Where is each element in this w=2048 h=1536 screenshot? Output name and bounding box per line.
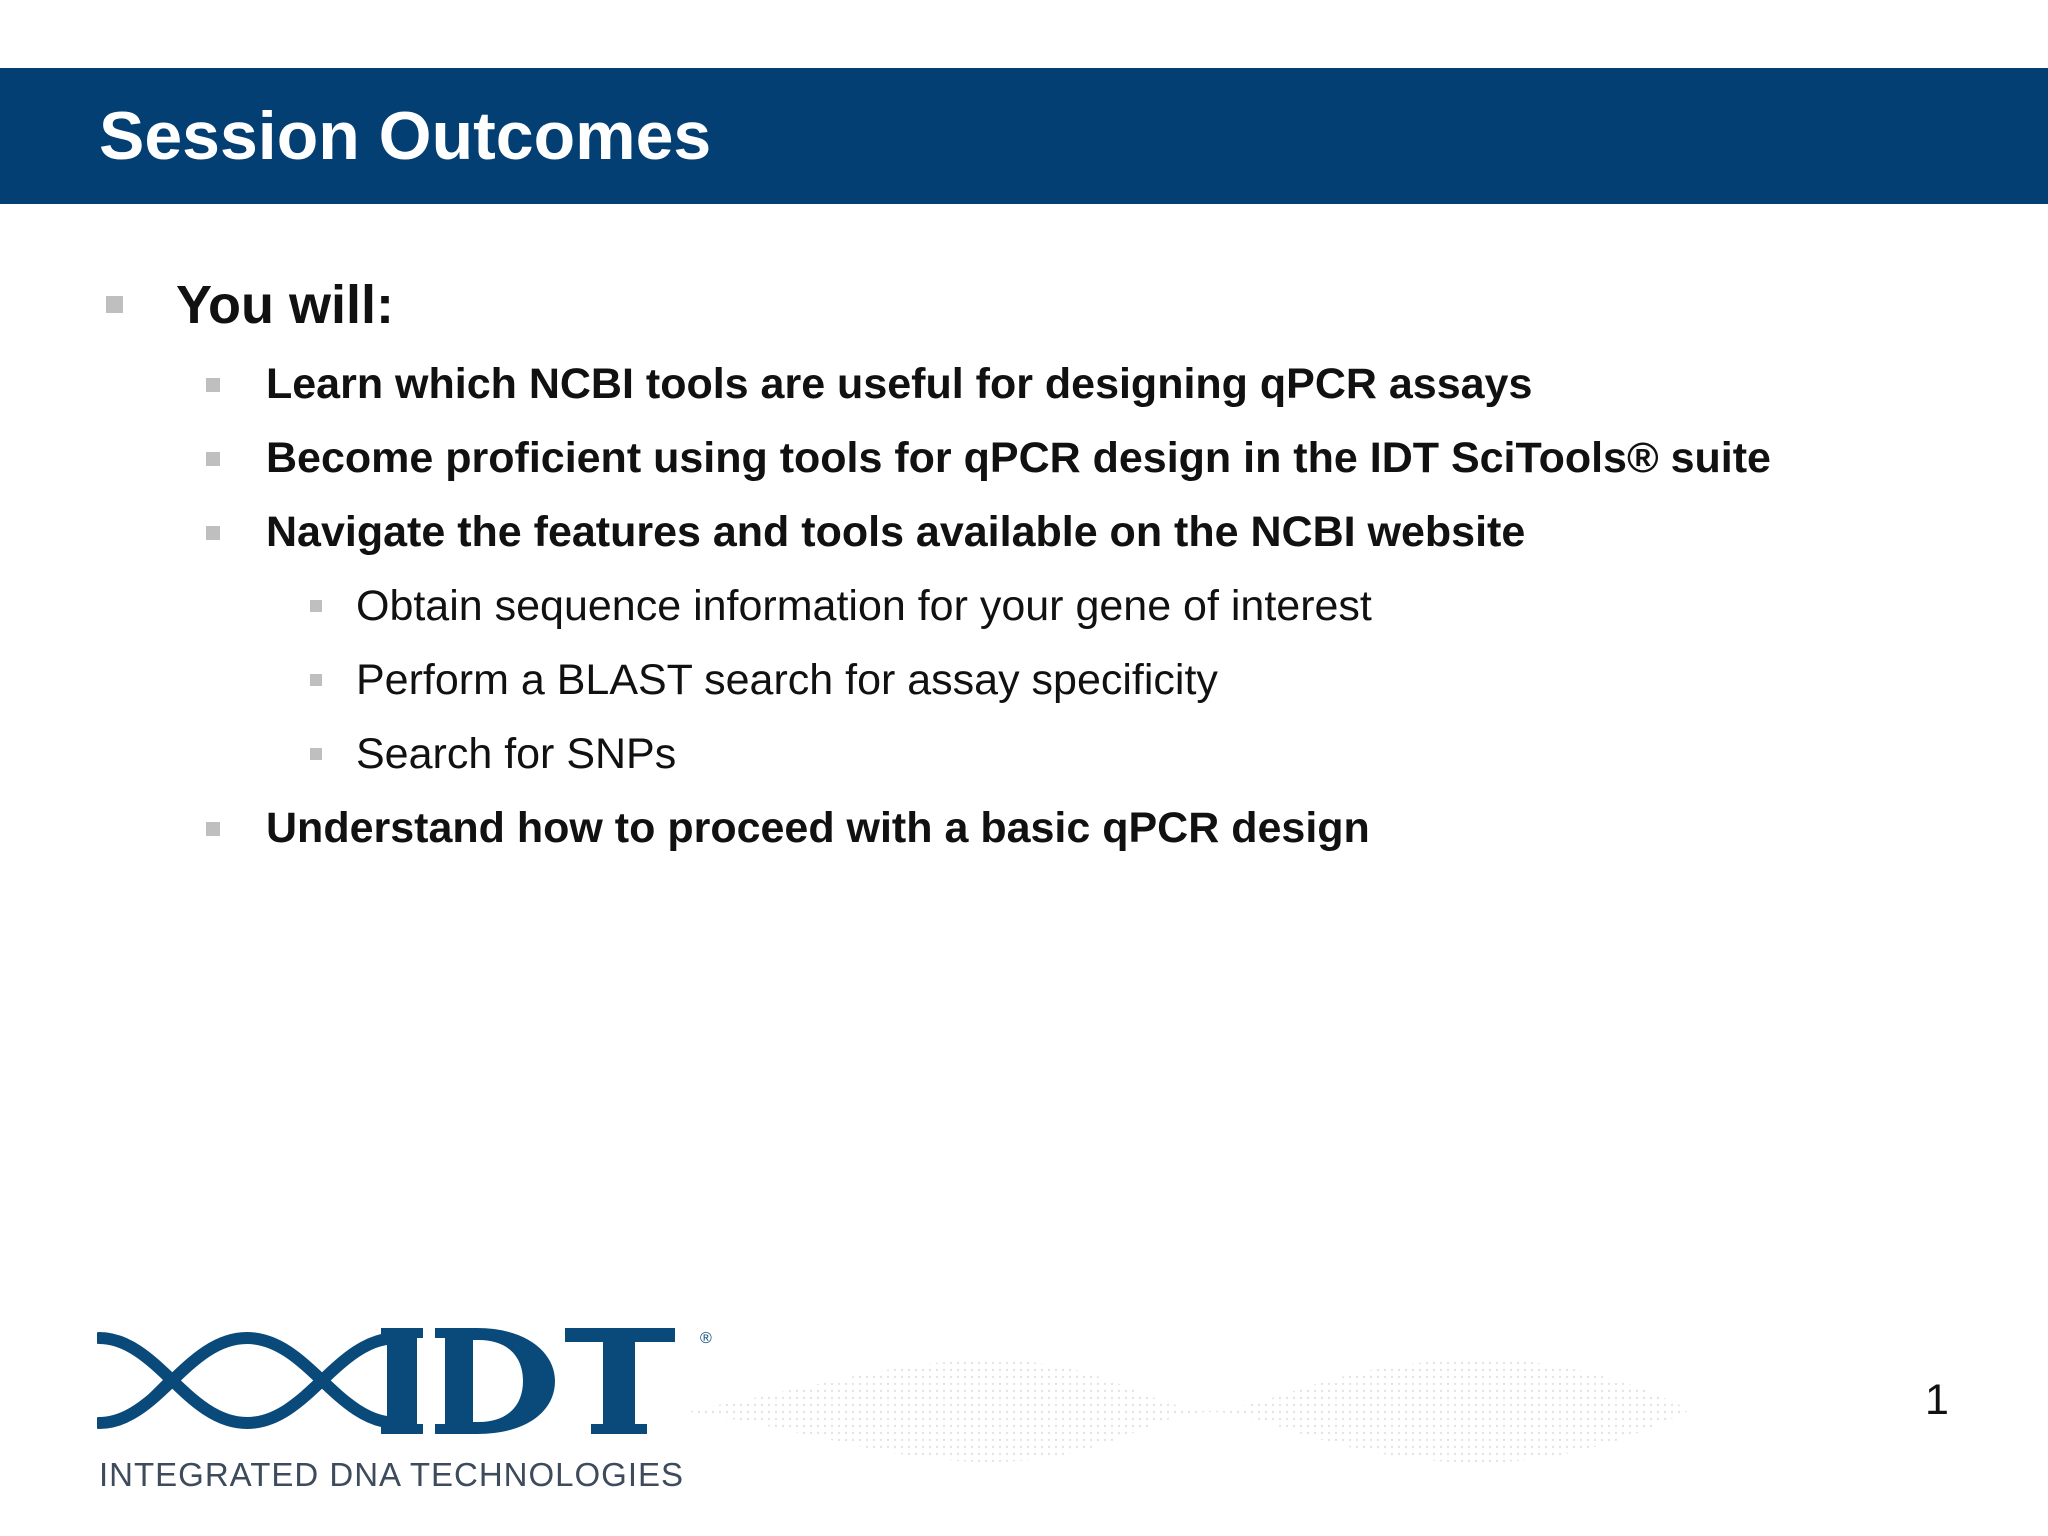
square-bullet-icon <box>206 452 220 466</box>
outline-subitem: Obtain sequence information for your gene of interest <box>356 582 1372 630</box>
square-bullet-icon <box>310 600 322 612</box>
outline-subitem: Perform a BLAST search for assay specificity <box>356 656 1218 704</box>
square-bullet-icon <box>206 378 220 392</box>
outline-heading: You will: <box>176 275 394 335</box>
square-bullet-icon <box>206 822 220 836</box>
logo-caption: INTEGRATED DNA TECHNOLOGIES <box>99 1456 685 1493</box>
outline-item: Become proficient using tools for qPCR design in the IDT SciTools® suite <box>266 434 1771 482</box>
slide-title: Session Outcomes <box>99 98 712 174</box>
title-bar <box>0 68 2048 204</box>
square-bullet-icon <box>106 296 123 313</box>
outline-item: Understand how to proceed with a basic qPCR design <box>266 804 1370 852</box>
dna-sequence-watermark <box>690 1340 1690 1480</box>
registered-mark: ® <box>700 1330 712 1347</box>
outline-subitem: Search for SNPs <box>356 730 677 778</box>
square-bullet-icon <box>310 748 322 760</box>
square-bullet-icon <box>310 674 322 686</box>
square-bullet-icon <box>206 526 220 540</box>
outline-item: Navigate the features and tools available on the NCBI website <box>266 508 1526 556</box>
outline-item: Learn which NCBI tools are useful for designing qPCR assays <box>266 360 1533 408</box>
page-number: 1 <box>1925 1376 1949 1424</box>
